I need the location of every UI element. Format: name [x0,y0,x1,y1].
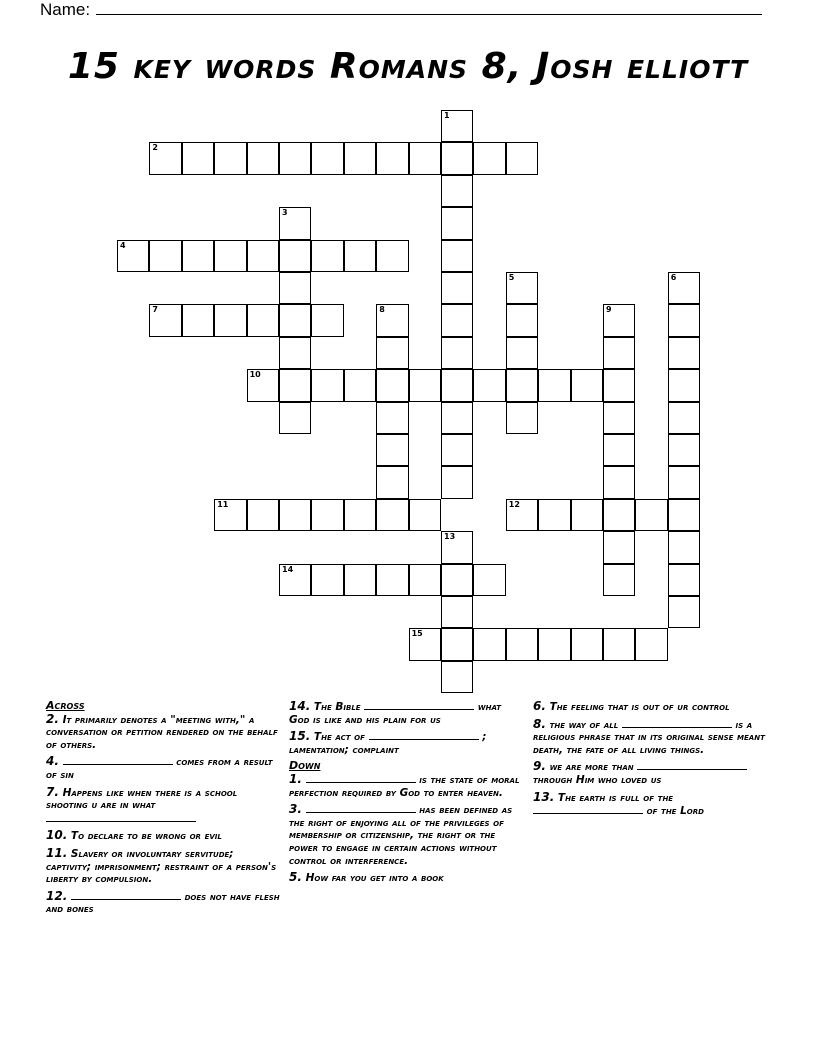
grid-cell[interactable] [668,466,700,498]
page-title: 15 key words Romans 8, Josh elliott [67,46,749,87]
down-clue [289,773,525,799]
grid-cell[interactable] [311,240,343,272]
answer-blank [533,804,643,814]
down-clue [533,760,769,786]
across-clue [289,730,525,756]
clue-number: 6. [533,699,546,713]
grid-cell[interactable] [506,142,538,174]
across-clue [46,755,282,781]
grid-cell[interactable] [668,369,700,401]
grid-cell[interactable] [603,628,635,660]
clue-text: is the state of moral perfection required by God to enter heaven. [289,773,520,799]
answer-blank [369,730,479,740]
name-line[interactable] [96,0,762,15]
clue-number: 3 [282,208,288,218]
answer-blank [306,803,416,813]
down-clue [533,718,769,757]
grid-cell[interactable] [214,240,246,272]
grid-cell[interactable] [473,628,505,660]
clue-text: The act of [313,731,365,744]
name-field[interactable] [40,0,762,20]
clue-number: 11. [46,845,68,860]
clue-number: 10 [249,370,261,380]
clue-number: 4. [46,754,59,769]
across-list-a [46,713,282,916]
clue-number: 13. [533,789,555,804]
clue-text: The earth is full of the [557,791,674,804]
grid-cell[interactable] [279,272,311,304]
grid-cell[interactable] [409,499,441,531]
clue-text: Slavery or involuntary servitude; captivity; imprisonment; restraint of a person's liberty by compulsion. [46,847,277,886]
clue-text: does not have flesh and bones [46,890,280,916]
grid-cell[interactable] [247,240,279,272]
grid-cell[interactable] [214,304,246,336]
grid-cell[interactable] [635,628,667,660]
answer-blank [364,700,474,710]
grid-cell[interactable] [473,564,505,596]
clue-number: 8 [379,305,385,315]
grid-cell[interactable] [506,272,538,304]
grid-cell[interactable] [668,564,700,596]
grid-cell[interactable] [506,304,538,336]
grid-cell[interactable] [668,272,700,304]
grid-cell[interactable] [603,434,635,466]
grid-cell[interactable] [441,337,473,369]
grid-cell[interactable] [311,499,343,531]
answer-blank [71,890,181,900]
grid-cell[interactable] [473,142,505,174]
grid-cell[interactable] [441,402,473,434]
grid-cell[interactable] [506,499,538,531]
clue-text: How far you get into a book [305,872,444,885]
grid-cell[interactable] [376,304,408,336]
grid-cell[interactable] [441,661,473,693]
grid-cell[interactable] [344,499,376,531]
grid-cell[interactable] [538,499,570,531]
grid-cell[interactable] [409,564,441,596]
grid-cell[interactable] [441,628,473,660]
grid-cell[interactable] [376,434,408,466]
name-label: Name: [40,0,91,19]
across-clue [289,700,525,726]
clue-number: 5 [508,273,515,282]
across-clue [46,829,282,843]
grid-cell[interactable] [538,369,570,401]
grid-cell[interactable] [279,564,311,596]
clue-number: 1 [444,111,450,120]
grid-cell[interactable] [214,499,246,531]
clue-text: is a religious phrase that in its original sense meant death, the fate of all living things. [533,718,765,756]
down-heading: Down [289,759,321,773]
grid-cell[interactable] [279,304,311,336]
grid-cell[interactable] [506,402,538,434]
answer-blank [306,773,416,783]
grid-cell[interactable] [376,240,408,272]
grid-cell[interactable] [603,499,635,531]
clue-text: the way of all [549,718,619,731]
grid-cell[interactable] [409,369,441,401]
clue-number: 14. [289,699,311,713]
clue-number: 5. [289,870,302,885]
grid-cell[interactable] [506,369,538,401]
grid-cell[interactable] [279,337,311,369]
grid-cell[interactable] [668,434,700,466]
down-clue [289,803,525,867]
grid-cell[interactable] [441,564,473,596]
grid-cell[interactable] [376,402,408,434]
clue-number: 12 [508,499,520,509]
grid-cell[interactable] [279,499,311,531]
grid-cell[interactable] [344,564,376,596]
clue-number: 11 [217,499,229,509]
grid-cell[interactable] [603,304,635,336]
grid-cell[interactable] [311,369,343,401]
grid-cell[interactable] [279,142,311,174]
answer-blank [63,755,173,765]
grid-cell[interactable] [441,531,473,563]
across-clue [46,786,282,826]
clues-column-3 [533,700,769,822]
grid-cell[interactable] [571,499,603,531]
grid-cell[interactable] [603,337,635,369]
clue-number: 7 [152,305,158,315]
clue-text: ; lamentation; complaint [289,731,487,756]
grid-cell[interactable] [182,240,214,272]
across-heading: Across [46,699,85,712]
clues-column-1 [46,700,282,920]
grid-cell[interactable] [571,369,603,401]
grid-cell[interactable] [376,337,408,369]
grid-cell[interactable] [441,434,473,466]
clue-number: 10. [46,828,68,843]
grid-cell[interactable] [603,564,635,596]
grid-cell[interactable] [441,596,473,628]
clue-number: 9. [533,759,546,774]
grid-cell[interactable] [668,499,700,531]
grid-cell[interactable] [279,207,311,239]
grid-cell[interactable] [441,369,473,401]
grid-cell[interactable] [149,142,181,174]
down-clue [533,791,769,818]
grid-cell[interactable] [247,304,279,336]
down-list-b [533,700,769,818]
grid-cell[interactable] [376,369,408,401]
grid-cell[interactable] [441,142,473,174]
answer-blank [622,718,732,728]
clue-number: 15 [411,629,423,639]
down-list-a [289,773,525,885]
grid-cell[interactable] [409,628,441,660]
clue-number: 2 [152,143,158,153]
clue-number: 8. [533,716,546,731]
clue-number: 4 [120,240,126,250]
grid-cell[interactable] [441,207,473,239]
grid-cell[interactable] [376,564,408,596]
grid-cell[interactable] [117,240,149,272]
grid-cell[interactable] [376,142,408,174]
across-clue [46,890,282,916]
clue-number: 9 [606,305,612,315]
grid-cell[interactable] [603,402,635,434]
grid-cell[interactable] [668,337,700,369]
grid-cell[interactable] [247,142,279,174]
grid-cell[interactable] [311,564,343,596]
grid-cell[interactable] [149,304,181,336]
grid-cell[interactable] [603,369,635,401]
clue-text: To declare to be wrong or evil [70,830,222,843]
down-clue [289,871,525,885]
down-clue [533,700,769,714]
grid-cell[interactable] [441,272,473,304]
clue-text: It primarily denotes a "meeting with," a conversation or petition rendered on the behalf of others. [46,713,278,751]
clue-number: 14 [282,564,294,574]
grid-cell[interactable] [506,337,538,369]
grid-cell[interactable] [441,240,473,272]
grid-cell[interactable] [409,142,441,174]
grid-cell[interactable] [344,369,376,401]
grid-cell[interactable] [668,402,700,434]
grid-cell[interactable] [279,240,311,272]
grid-cell[interactable] [247,499,279,531]
clue-text: The Bible [313,701,361,713]
clue-number: 6 [670,273,677,282]
clue-text: comes from a result of sin [46,756,273,781]
grid-cell[interactable] [603,466,635,498]
clue-number: 2. [46,711,59,726]
clues-column-2 [289,700,525,889]
grid-cell[interactable] [506,628,538,660]
grid-cell[interactable] [311,142,343,174]
grid-cell[interactable] [149,240,181,272]
clue-text: Happens like when there is a school shooting u are in what [46,786,238,812]
clue-number: 13 [444,532,456,542]
grid-cell[interactable] [603,531,635,563]
across-list-b [289,700,525,756]
clue-number: 7. [46,784,59,799]
grid-cell[interactable] [668,304,700,336]
clue-text: through Him who loved us [533,773,662,786]
answer-blank [46,812,196,822]
grid-cell[interactable] [344,142,376,174]
grid-cell[interactable] [214,142,246,174]
grid-cell[interactable] [538,628,570,660]
grid-cell[interactable] [441,175,473,207]
across-clue [46,847,282,886]
clue-number: 15. [289,729,311,744]
clue-text: The feeling that is out of ur control [549,701,730,713]
grid-cell[interactable] [279,402,311,434]
grid-cell[interactable] [376,499,408,531]
grid-cell[interactable] [182,304,214,336]
grid-cell[interactable] [441,466,473,498]
grid-cell[interactable] [344,240,376,272]
grid-cell[interactable] [441,110,473,142]
grid-cell[interactable] [668,531,700,563]
grid-cell[interactable] [182,142,214,174]
grid-cell[interactable] [279,369,311,401]
grid-cell[interactable] [311,304,343,336]
clue-number: 1. [289,771,302,786]
clue-number: 3. [289,802,302,817]
grid-cell[interactable] [473,369,505,401]
grid-cell[interactable] [247,369,279,401]
clue-text: of the Lord [646,805,704,818]
clue-text: what God is like and his plain for us [289,701,501,726]
answer-blank [637,760,747,770]
clue-text: has been defined as the right of enjoying all of the privileges of membership or citizenship, the right or the power to engage in certain actions without control or interference. [289,804,513,867]
grid-cell[interactable] [635,499,667,531]
grid-cell[interactable] [668,596,700,628]
grid-cell[interactable] [441,304,473,336]
clue-text: we are more than [549,761,634,774]
across-clue [46,713,282,752]
clue-number: 12. [46,888,68,903]
grid-cell[interactable] [571,628,603,660]
grid-cell[interactable] [376,466,408,498]
